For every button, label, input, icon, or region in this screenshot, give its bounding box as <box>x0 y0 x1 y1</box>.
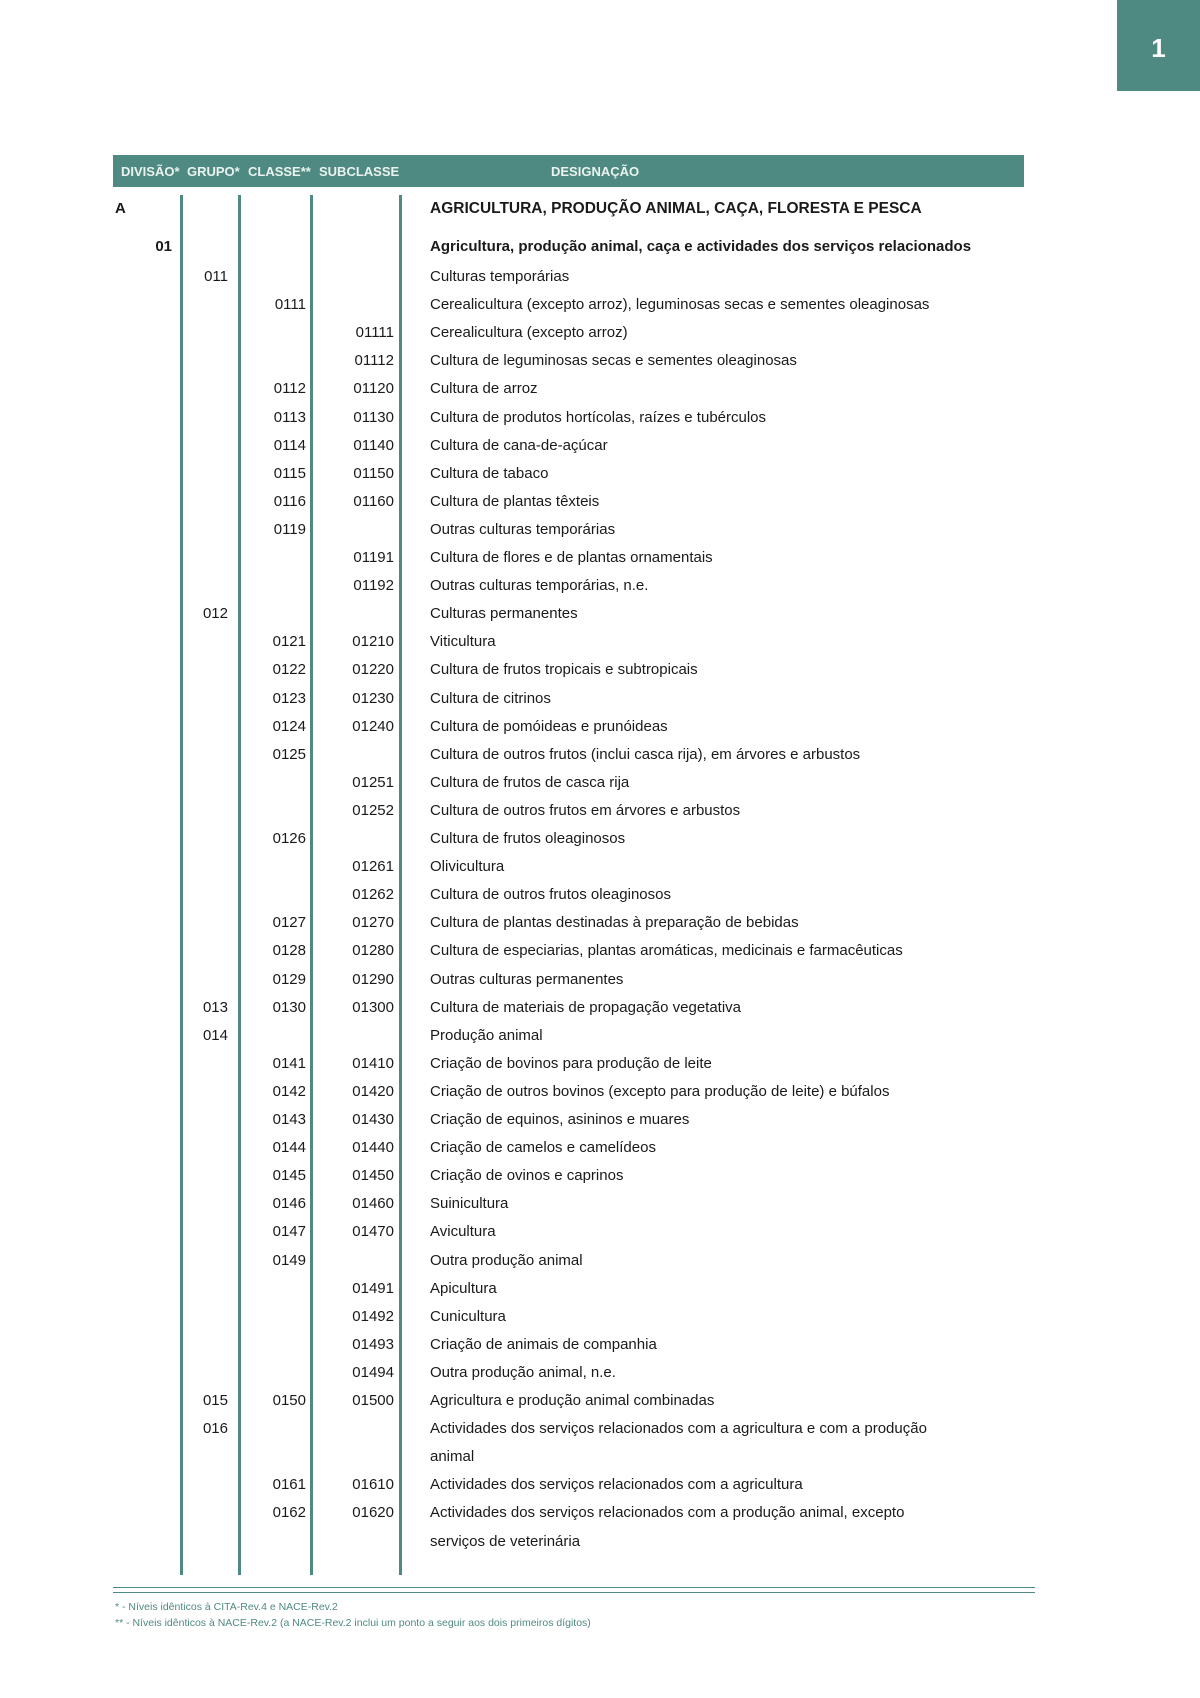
table-row <box>0 1195 1200 1223</box>
grupo-cell: 012 <box>202 605 228 623</box>
subclasse-cell: 01150 <box>353 464 394 482</box>
table-row <box>0 200 1200 228</box>
designacao-cell: Outras culturas permanentes <box>430 970 624 988</box>
table-row <box>0 549 1200 577</box>
subclasse-cell: 01130 <box>353 408 394 426</box>
subclasse-cell: 01620 <box>352 1504 394 1522</box>
table-row <box>0 802 1200 830</box>
header-subclasse: SUBCLASSE <box>319 164 400 179</box>
table-row <box>0 437 1200 465</box>
classe-cell: 0124 <box>272 717 306 735</box>
table-row <box>0 1280 1200 1308</box>
designacao-cell: Criação de ovinos e caprinos <box>430 1167 624 1185</box>
table-row <box>0 971 1200 999</box>
grupo-cell: 013 <box>202 998 228 1016</box>
table-row <box>0 465 1200 493</box>
designacao-cell: Cultura de produtos hortícolas, raízes e tubérculos <box>430 408 767 426</box>
table-row <box>0 605 1200 633</box>
grupo-cell: 015 <box>202 1392 228 1409</box>
subclasse-cell: 01500 <box>352 1392 394 1409</box>
table-row <box>0 1392 1200 1420</box>
designacao-cell: Cultura de arroz <box>430 380 538 398</box>
designacao-cell: serviços de veterinária <box>430 1532 581 1550</box>
classe-cell: 0111 <box>274 296 306 314</box>
table-row <box>0 830 1200 858</box>
designacao-cell: Cultura de tabaco <box>430 464 549 482</box>
page-number: 1 <box>1151 33 1166 63</box>
table-row <box>0 1139 1200 1167</box>
table-row <box>0 746 1200 774</box>
table-row <box>0 1223 1200 1251</box>
table-row <box>0 1533 1200 1561</box>
subclasse-cell: 01470 <box>352 1223 394 1241</box>
designacao-cell: Cultura de outros frutos oleaginosos <box>430 886 671 904</box>
designacao-cell: Outras culturas temporárias, n.e. <box>430 577 649 595</box>
subclasse-cell: 01160 <box>353 492 394 510</box>
table-row <box>0 1476 1200 1504</box>
designacao-cell: Criação de bovinos para produção de leite <box>430 1054 712 1072</box>
designacao-cell: Criação de equinos, asininos e muares <box>430 1111 690 1128</box>
classe-cell: 0112 <box>273 380 306 398</box>
designacao-cell: Cultura de outros frutos (inclui casca rija), em árvores e arbustos <box>430 745 861 763</box>
subclasse-cell: 01460 <box>352 1195 394 1213</box>
designacao-cell: Cultura de frutos tropicais e subtropicais <box>430 661 698 679</box>
table-row <box>0 942 1200 970</box>
subclasse-cell: 01280 <box>352 942 394 960</box>
classe-cell: 0119 <box>273 520 306 538</box>
classe-cell: 0161 <box>272 1476 306 1494</box>
designacao-cell: Cerealicultura (excepto arroz) <box>430 324 628 342</box>
designacao-cell: Culturas temporárias <box>430 268 570 285</box>
grupo-cell: 014 <box>202 1026 228 1044</box>
designacao-cell: Cultura de citrinos <box>430 689 551 707</box>
classe-cell: 0128 <box>272 942 306 960</box>
classe-cell: 0150 <box>272 1392 306 1409</box>
subclasse-cell: 01261 <box>352 858 394 876</box>
subclasse-cell: 01262 <box>352 886 394 904</box>
subclasse-cell: 01220 <box>352 661 394 679</box>
classe-cell: 0162 <box>272 1504 306 1522</box>
designacao-cell: Outras culturas temporárias <box>430 520 616 538</box>
table-row <box>0 577 1200 605</box>
table-row <box>0 521 1200 549</box>
designacao-cell: Criação de outros bovinos (excepto para produção de leite) e búfalos <box>430 1082 890 1100</box>
header-divisao: DIVISÃO* <box>121 164 180 179</box>
designacao-cell: Actividades dos serviços relacionados com a agricultura <box>430 1476 803 1494</box>
designacao-cell: Produção animal <box>430 1026 543 1044</box>
subclasse-cell: 01290 <box>352 970 394 988</box>
footnote-rule <box>113 1587 1035 1588</box>
subclasse-cell: 01491 <box>352 1279 394 1297</box>
subclasse-cell: 01494 <box>352 1363 394 1381</box>
designacao-cell: Culturas permanentes <box>430 605 578 623</box>
subclasse-cell: 01300 <box>352 998 394 1016</box>
divisao-cell: A <box>115 200 126 217</box>
table-row <box>0 718 1200 746</box>
subclasse-cell: 01111 <box>355 324 394 342</box>
subclasse-cell: 01492 <box>352 1307 394 1325</box>
subclasse-cell: 01493 <box>352 1335 394 1353</box>
table-row <box>0 324 1200 352</box>
designacao-cell: Cultura de cana-de-açúcar <box>430 436 608 454</box>
subclasse-cell: 01252 <box>352 801 394 819</box>
table-row <box>0 1083 1200 1111</box>
classe-cell: 0145 <box>272 1167 306 1185</box>
table-row <box>0 1167 1200 1195</box>
designacao-cell: Cultura de frutos oleaginosos <box>430 830 626 847</box>
designacao-cell: Outra produção animal, n.e. <box>430 1363 616 1381</box>
classe-cell: 0143 <box>272 1111 306 1128</box>
subclasse-cell: 01450 <box>352 1167 394 1185</box>
table-header <box>113 155 1024 187</box>
classe-cell: 0127 <box>272 914 306 932</box>
page-number-tab <box>1117 0 1200 91</box>
footnote-2: ** - Níveis idênticos à NACE-Rev.2 (a NACE-Rev.2 inclui um ponto a seguir aos dois primeiros dígitos) <box>115 1617 591 1629</box>
table-row <box>0 1364 1200 1392</box>
designacao-cell: Cultura de outros frutos em árvores e arbustos <box>430 801 741 819</box>
subclasse-cell: 01112 <box>354 352 394 370</box>
designacao-cell: Olivicultura <box>430 858 505 876</box>
table-row <box>0 352 1200 380</box>
designacao-cell: Cultura de pomóideas e prunóideas <box>430 717 668 735</box>
table-row <box>0 1448 1200 1476</box>
subclasse-cell: 01420 <box>352 1082 394 1100</box>
table-row <box>0 661 1200 689</box>
classe-cell: 0121 <box>272 633 306 651</box>
designacao-cell: Cunicultura <box>430 1307 506 1325</box>
table-row <box>0 380 1200 408</box>
designacao-cell: Cultura de frutos de casca rija <box>430 773 630 791</box>
subclasse-cell: 01230 <box>352 689 394 707</box>
header-classe: CLASSE** <box>248 164 311 179</box>
classe-cell: 0146 <box>272 1195 306 1213</box>
classe-cell: 0149 <box>272 1251 306 1269</box>
table-row <box>0 409 1200 437</box>
table-row <box>0 1111 1200 1139</box>
designacao-cell: Cultura de plantas têxteis <box>430 492 600 510</box>
classe-cell: 0116 <box>273 492 306 510</box>
classe-cell: 0115 <box>273 464 306 482</box>
designacao-cell: AGRICULTURA, PRODUÇÃO ANIMAL, CAÇA, FLORESTA E PESCA <box>430 200 922 217</box>
designacao-cell: Viticultura <box>430 633 496 651</box>
designacao-cell: Cerealicultura (excepto arroz), leguminosas secas e sementes oleaginosas <box>430 296 930 314</box>
table-row <box>0 1055 1200 1083</box>
classe-cell: 0114 <box>273 436 306 454</box>
designacao-cell: Cultura de especiarias, plantas aromáticas, medicinais e farmacêuticas <box>430 942 903 960</box>
grupo-cell: 016 <box>202 1420 228 1438</box>
footnote-rule <box>113 1592 1035 1593</box>
subclasse-cell: 01120 <box>353 380 394 398</box>
table-row <box>0 238 1200 266</box>
designacao-cell: Cultura de materiais de propagação vegetativa <box>430 998 742 1016</box>
table-row <box>0 858 1200 886</box>
header-designacao: DESIGNAÇÃO <box>551 164 640 179</box>
designacao-cell: Criação de animais de companhia <box>430 1335 657 1353</box>
subclasse-cell: 01440 <box>352 1139 394 1157</box>
subclasse-cell: 01610 <box>352 1476 394 1494</box>
designacao-cell: Agricultura e produção animal combinadas <box>430 1392 715 1409</box>
table-row <box>0 1420 1200 1448</box>
subclasse-cell: 01210 <box>352 633 394 651</box>
designacao-cell: Cultura de leguminosas secas e sementes oleaginosas <box>430 352 797 370</box>
subclasse-cell: 01410 <box>352 1054 394 1072</box>
table-row <box>0 1504 1200 1532</box>
classe-cell: 0130 <box>272 998 306 1016</box>
classe-cell: 0126 <box>272 830 306 847</box>
table-row <box>0 690 1200 718</box>
table-row <box>0 886 1200 914</box>
subclasse-cell: 01251 <box>352 773 394 791</box>
table-row <box>0 999 1200 1027</box>
designacao-cell: animal <box>430 1448 475 1466</box>
subclasse-cell: 01140 <box>353 436 394 454</box>
designacao-cell: Criação de camelos e camelídeos <box>430 1139 656 1157</box>
designacao-cell: Agricultura, produção animal, caça e actividades dos serviços relacionados <box>430 238 972 255</box>
designacao-cell: Actividades dos serviços relacionados com a agricultura e com a produção <box>430 1420 927 1438</box>
designacao-cell: Avicultura <box>430 1223 496 1241</box>
classe-cell: 0129 <box>272 970 306 988</box>
designacao-cell: Cultura de plantas destinadas à preparação de bebidas <box>430 914 799 932</box>
grupo-cell: 011 <box>204 268 228 285</box>
classe-cell: 0125 <box>272 745 306 763</box>
designacao-cell: Cultura de flores e de plantas ornamentais <box>430 549 713 566</box>
table-row <box>0 493 1200 521</box>
subclasse-cell: 01270 <box>352 914 394 932</box>
designacao-cell: Apicultura <box>430 1279 497 1297</box>
designacao-cell: Actividades dos serviços relacionados com a produção animal, excepto <box>430 1504 905 1522</box>
classe-cell: 0147 <box>272 1223 306 1241</box>
table-row <box>0 1027 1200 1055</box>
table-row <box>0 1252 1200 1280</box>
header-grupo: GRUPO* <box>187 164 240 179</box>
table-row <box>0 268 1200 296</box>
classe-cell: 0142 <box>272 1082 306 1100</box>
table-row <box>0 1308 1200 1336</box>
classe-cell: 0141 <box>272 1054 306 1072</box>
subclasse-cell: 01191 <box>353 549 394 566</box>
designacao-cell: Outra produção animal <box>430 1251 583 1269</box>
table-row <box>0 296 1200 324</box>
footnote-1: * - Níveis idênticos à CITA-Rev.4 e NACE-Rev.2 <box>115 1601 338 1613</box>
classe-cell: 0113 <box>273 408 306 426</box>
subclasse-cell: 01240 <box>352 717 394 735</box>
classe-cell: 0123 <box>272 689 306 707</box>
classe-cell: 0122 <box>272 661 306 679</box>
table-row <box>0 633 1200 661</box>
classe-cell: 0144 <box>272 1139 306 1157</box>
designacao-cell: Suinicultura <box>430 1195 509 1213</box>
subclasse-cell: 01192 <box>353 577 394 595</box>
table-row <box>0 914 1200 942</box>
table-row <box>0 1336 1200 1364</box>
table-row <box>0 774 1200 802</box>
subclasse-cell: 01430 <box>352 1111 394 1128</box>
divisao-cell: 01 <box>155 238 172 255</box>
